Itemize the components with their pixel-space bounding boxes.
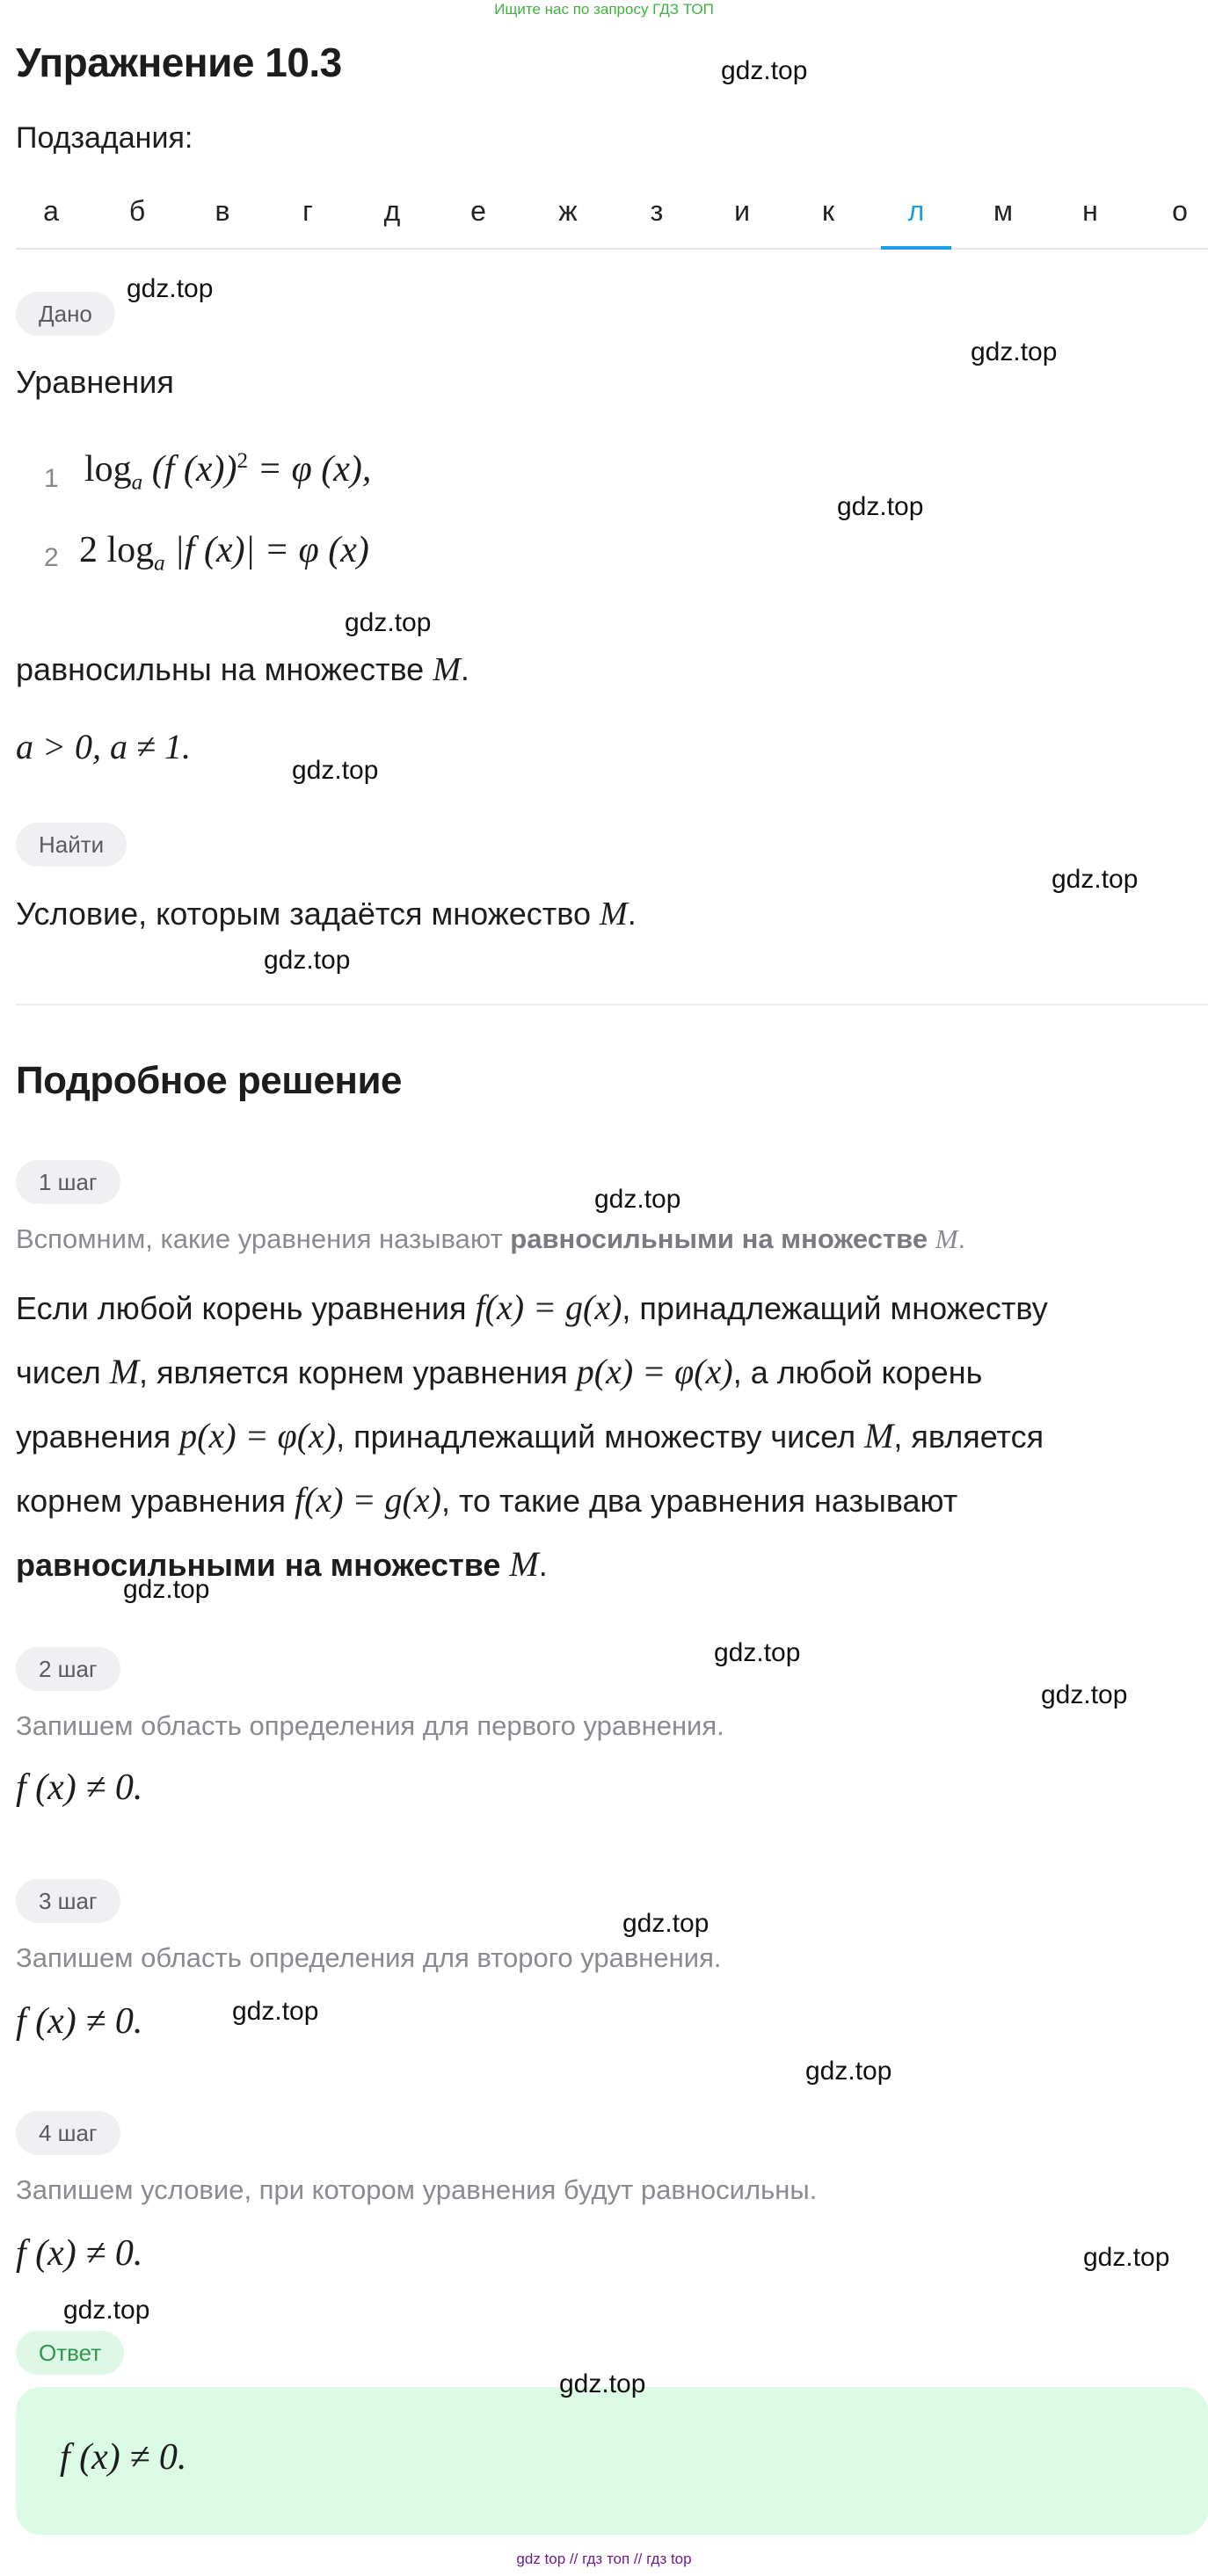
step-3-formula: f (x) ≠ 0. <box>16 2001 143 2042</box>
given-heading: Уравнения <box>16 364 174 400</box>
step-2-badge: 2 шаг <box>16 1647 120 1691</box>
equation-1-number: 1 <box>44 464 59 493</box>
subtasks-label: Подзадания: <box>16 121 193 155</box>
tab-d[interactable]: д <box>383 195 401 227</box>
watermark: gdz.top <box>837 492 924 521</box>
definition-line-4: корнем уравнения f(x) = g(x), то такие два уравнения называют <box>16 1480 958 1520</box>
watermark: gdz.top <box>345 608 432 637</box>
tab-zh[interactable]: ж <box>558 195 578 227</box>
step-4-hint: Запишем условие, при котором уравнения будут равносильны. <box>16 2174 818 2205</box>
watermark: gdz.top <box>123 1575 210 1604</box>
watermark: gdz.top <box>594 1185 681 1214</box>
watermark: gdz.top <box>1083 2243 1170 2272</box>
answer-formula: f (x) ≠ 0. <box>60 2437 187 2478</box>
tab-l[interactable]: л <box>907 195 925 227</box>
tab-g[interactable]: г <box>302 195 313 227</box>
tab-v[interactable]: в <box>215 195 230 227</box>
tab-a[interactable]: а <box>43 195 59 227</box>
step-1-definition <box>16 1276 1185 1597</box>
tab-o[interactable]: о <box>1172 195 1188 227</box>
tab-n[interactable]: н <box>1082 195 1098 227</box>
definition-line-1: Если любой корень уравнения f(x) = g(x), принадлежащий множеству <box>16 1288 1048 1327</box>
given-badge: Дано <box>16 292 115 336</box>
step-3-hint: Запишем область определения для второго уравнения. <box>16 1942 722 1973</box>
step-2-hint: Запишем область определения для первого уравнения. <box>16 1710 724 1741</box>
watermark: gdz.top <box>559 2369 646 2398</box>
find-badge: Найти <box>16 823 127 867</box>
top-banner: Ищите нас по запросу ГДЗ ТОП <box>494 1 714 18</box>
subtask-tabs <box>16 185 1208 250</box>
tab-m[interactable]: м <box>993 195 1013 227</box>
step-4-formula: f (x) ≠ 0. <box>16 2233 143 2274</box>
watermark: gdz.top <box>1041 1680 1128 1709</box>
watermark: gdz.top <box>292 756 379 785</box>
tab-e[interactable]: е <box>470 195 486 227</box>
solution-heading: Подробное решение <box>16 1059 403 1102</box>
tab-z[interactable]: з <box>650 195 664 227</box>
find-text: Условие, которым задаётся множество M. <box>16 896 637 932</box>
active-tab-indicator <box>881 246 951 250</box>
answer-badge: Ответ <box>16 2331 124 2375</box>
answer-box <box>16 2387 1208 2535</box>
definition-line-5: равносильными на множестве M. <box>16 1544 548 1584</box>
bottom-links[interactable]: gdz top // гдз топ // гдз top <box>516 2551 692 2567</box>
watermark: gdz.top <box>805 2057 892 2086</box>
step-1-hint: Вспомним, какие уравнения называют равносильными на множестве M. <box>16 1223 966 1254</box>
equation-2: 2 $\log_a |f$ (x)| = φ (x) <box>79 530 369 576</box>
tab-i[interactable]: и <box>734 195 750 227</box>
given-equivalence-text: равносильны на множестве M. <box>16 651 469 688</box>
step-4-badge: 4 шаг <box>16 2111 120 2155</box>
watermark: gdz.top <box>127 274 214 303</box>
step-2-formula: f (x) ≠ 0. <box>16 1767 143 1808</box>
step-1-badge: 1 шаг <box>16 1160 120 1204</box>
watermark: gdz.top <box>1052 865 1139 894</box>
tab-k[interactable]: к <box>822 195 834 227</box>
page-title: Упражнение 10.3 <box>16 40 342 85</box>
given-condition: a > 0, a ≠ 1. <box>16 727 191 766</box>
watermark: gdz.top <box>264 946 351 975</box>
watermark: gdz.top <box>63 2296 150 2325</box>
definition-line-3: уравнения p(x) = φ(x), принадлежащий множеству чисел M, является <box>16 1416 1044 1455</box>
step-3-badge: 3 шаг <box>16 1879 120 1923</box>
section-divider <box>16 1004 1208 1005</box>
equation-2-number: 2 <box>44 543 59 572</box>
equation-1: $\log_a (f$ (x))$^2$ = φ (x), <box>84 449 372 495</box>
tab-b[interactable]: б <box>128 195 146 227</box>
definition-line-2: чисел M, является корнем уравнения p(x) = φ(x), а любой корень <box>16 1352 983 1391</box>
watermark: gdz.top <box>232 1997 319 2026</box>
watermark: gdz.top <box>971 337 1058 366</box>
watermark: gdz.top <box>622 1909 710 1938</box>
watermark: gdz.top <box>721 56 808 85</box>
watermark: gdz.top <box>714 1638 801 1667</box>
